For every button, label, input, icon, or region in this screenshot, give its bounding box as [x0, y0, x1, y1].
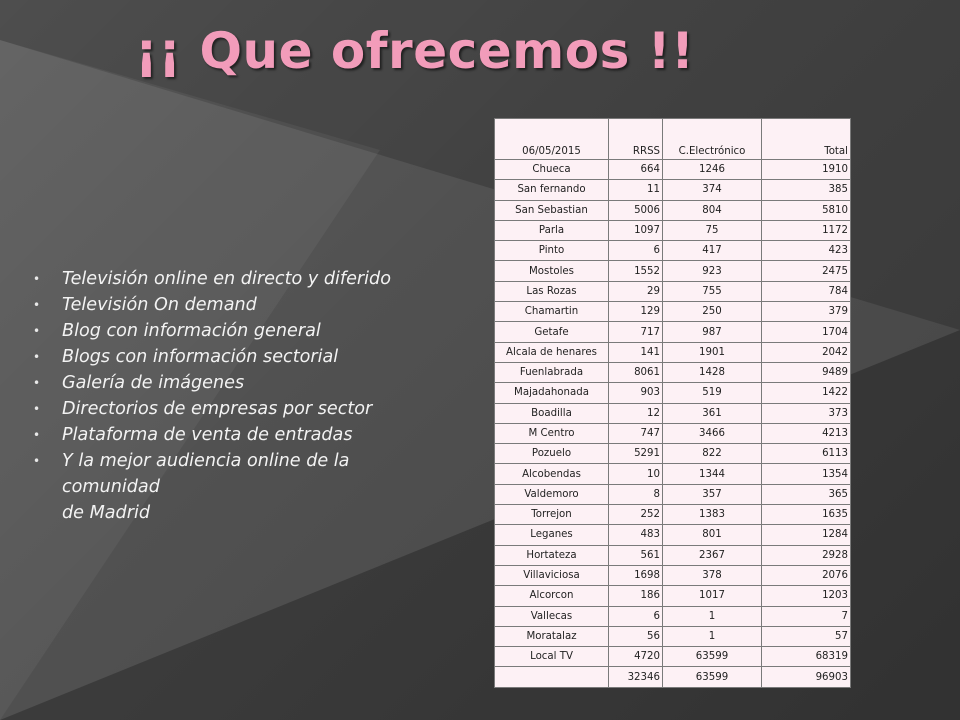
cell-rrss: 141	[609, 342, 663, 362]
audience-table-container	[494, 118, 851, 688]
cell-email: 923	[663, 261, 762, 281]
cell-email: 250	[663, 302, 762, 322]
cell-rrss: 561	[609, 545, 663, 565]
table-row	[495, 362, 851, 382]
feature-item: • Galería de imágenes	[30, 370, 480, 396]
cell-email: 804	[663, 200, 762, 220]
table-row	[495, 423, 851, 443]
table-row	[495, 241, 851, 261]
cell-total: 1635	[762, 505, 851, 525]
cell-rrss: 29	[609, 281, 663, 301]
cell-location: Local TV	[495, 647, 609, 667]
header-email: C.Electrónico	[663, 119, 762, 160]
cell-total: 2042	[762, 342, 851, 362]
cell-total: 6113	[762, 444, 851, 464]
cell-rrss: 717	[609, 322, 663, 342]
cell-location	[495, 667, 609, 687]
cell-location: San fernando	[495, 180, 609, 200]
cell-email: 357	[663, 484, 762, 504]
table-row	[495, 342, 851, 362]
cell-email: 1017	[663, 586, 762, 606]
cell-location: Pinto	[495, 241, 609, 261]
bullet-icon: •	[33, 376, 41, 390]
cell-total: 7	[762, 606, 851, 626]
cell-rrss: 747	[609, 423, 663, 443]
feature-item: • Y la mejor audiencia online de la	[30, 448, 480, 474]
cell-total: 57	[762, 626, 851, 646]
cell-total: 1354	[762, 464, 851, 484]
bullet-icon: •	[33, 298, 41, 312]
cell-location: Chueca	[495, 160, 609, 180]
cell-total: 96903	[762, 667, 851, 687]
table-row	[495, 261, 851, 281]
cell-location: Valdemoro	[495, 484, 609, 504]
cell-total: 365	[762, 484, 851, 504]
bullet-icon: •	[33, 272, 41, 286]
table-row	[495, 281, 851, 301]
cell-email: 75	[663, 220, 762, 240]
cell-rrss: 252	[609, 505, 663, 525]
feature-item: • Directorios de empresas por sector	[30, 396, 480, 422]
cell-location: M Centro	[495, 423, 609, 443]
table-row	[495, 647, 851, 667]
cell-location: Chamartin	[495, 302, 609, 322]
cell-location: Mostoles	[495, 261, 609, 281]
cell-rrss: 1552	[609, 261, 663, 281]
cell-rrss: 8061	[609, 362, 663, 382]
table-row	[495, 626, 851, 646]
cell-location: Getafe	[495, 322, 609, 342]
cell-location: Villaviciosa	[495, 565, 609, 585]
cell-total: 2475	[762, 261, 851, 281]
cell-rrss: 8	[609, 484, 663, 504]
feature-item: • Televisión online en directo y diferido	[30, 266, 480, 292]
cell-total: 9489	[762, 362, 851, 382]
cell-rrss: 5291	[609, 444, 663, 464]
cell-total: 2928	[762, 545, 851, 565]
table-header-row	[495, 119, 851, 160]
feature-list	[30, 266, 480, 526]
table-row	[495, 525, 851, 545]
cell-total: 68319	[762, 647, 851, 667]
cell-location: Torrejon	[495, 505, 609, 525]
cell-rrss: 10	[609, 464, 663, 484]
table-row	[495, 565, 851, 585]
table-row	[495, 484, 851, 504]
cell-email: 361	[663, 403, 762, 423]
cell-email: 987	[663, 322, 762, 342]
cell-location: Alcobendas	[495, 464, 609, 484]
cell-total: 1203	[762, 586, 851, 606]
table-row	[495, 302, 851, 322]
table-row	[495, 383, 851, 403]
cell-email: 417	[663, 241, 762, 261]
feature-item: • Plataforma de venta de entradas	[30, 422, 480, 448]
cell-email: 822	[663, 444, 762, 464]
cell-email: 1	[663, 606, 762, 626]
audience-table-body	[495, 119, 851, 688]
table-row	[495, 444, 851, 464]
cell-email: 801	[663, 525, 762, 545]
table-row	[495, 160, 851, 180]
cell-location: Boadilla	[495, 403, 609, 423]
cell-email: 1344	[663, 464, 762, 484]
cell-rrss: 5006	[609, 200, 663, 220]
cell-location: Vallecas	[495, 606, 609, 626]
cell-location: Fuenlabrada	[495, 362, 609, 382]
table-row	[495, 545, 851, 565]
cell-total: 1704	[762, 322, 851, 342]
cell-email: 378	[663, 565, 762, 585]
cell-rrss: 11	[609, 180, 663, 200]
cell-total: 1284	[762, 525, 851, 545]
table-row	[495, 667, 851, 687]
cell-total: 385	[762, 180, 851, 200]
cell-email: 1428	[663, 362, 762, 382]
cell-location: Alcala de henares	[495, 342, 609, 362]
header-total: Total	[762, 119, 851, 160]
table-row	[495, 505, 851, 525]
table-row	[495, 586, 851, 606]
cell-total: 1422	[762, 383, 851, 403]
cell-email: 2367	[663, 545, 762, 565]
table-row	[495, 180, 851, 200]
cell-total: 2076	[762, 565, 851, 585]
cell-rrss: 6	[609, 606, 663, 626]
slide-title: ¡¡ Que ofrecemos !!	[135, 22, 695, 80]
cell-location: Majadahonada	[495, 383, 609, 403]
cell-total: 1910	[762, 160, 851, 180]
feature-item: • Blog con información general	[30, 318, 480, 344]
cell-email: 374	[663, 180, 762, 200]
cell-rrss: 6	[609, 241, 663, 261]
cell-rrss: 4720	[609, 647, 663, 667]
cell-email: 519	[663, 383, 762, 403]
audience-table	[494, 118, 851, 688]
cell-location: Las Rozas	[495, 281, 609, 301]
cell-location: Pozuelo	[495, 444, 609, 464]
bullet-icon: •	[33, 350, 41, 364]
cell-email: 3466	[663, 423, 762, 443]
cell-total: 4213	[762, 423, 851, 443]
cell-email: 1	[663, 626, 762, 646]
cell-rrss: 186	[609, 586, 663, 606]
cell-total: 373	[762, 403, 851, 423]
cell-rrss: 1698	[609, 565, 663, 585]
cell-rrss: 12	[609, 403, 663, 423]
cell-total: 784	[762, 281, 851, 301]
cell-rrss: 129	[609, 302, 663, 322]
table-row	[495, 220, 851, 240]
cell-email: 1246	[663, 160, 762, 180]
header-rrss: RRSS	[609, 119, 663, 160]
cell-total: 5810	[762, 200, 851, 220]
cell-rrss: 1097	[609, 220, 663, 240]
cell-rrss: 903	[609, 383, 663, 403]
table-row	[495, 322, 851, 342]
cell-location: Alcorcon	[495, 586, 609, 606]
feature-item-continuation: de Madrid	[62, 503, 151, 523]
cell-total: 423	[762, 241, 851, 261]
cell-rrss: 56	[609, 626, 663, 646]
feature-item: • Blogs con información sectorial	[30, 344, 480, 370]
cell-location: Hortateza	[495, 545, 609, 565]
cell-rrss: 664	[609, 160, 663, 180]
cell-location: San Sebastian	[495, 200, 609, 220]
table-row	[495, 403, 851, 423]
bullet-icon: •	[33, 324, 41, 338]
cell-email: 1383	[663, 505, 762, 525]
cell-email: 63599	[663, 647, 762, 667]
cell-total: 379	[762, 302, 851, 322]
table-row	[495, 606, 851, 626]
cell-location: Moratalaz	[495, 626, 609, 646]
cell-total: 1172	[762, 220, 851, 240]
cell-rrss: 483	[609, 525, 663, 545]
cell-location: Parla	[495, 220, 609, 240]
feature-item: • Televisión On demand	[30, 292, 480, 318]
bullet-icon: •	[33, 454, 41, 468]
cell-email: 63599	[663, 667, 762, 687]
cell-email: 755	[663, 281, 762, 301]
cell-email: 1901	[663, 342, 762, 362]
table-row	[495, 200, 851, 220]
cell-location: Leganes	[495, 525, 609, 545]
bullet-icon: •	[33, 402, 41, 416]
header-date: 06/05/2015	[495, 119, 609, 160]
bullet-icon: •	[33, 428, 41, 442]
table-row	[495, 464, 851, 484]
cell-rrss: 32346	[609, 667, 663, 687]
feature-item-continuation: comunidad	[62, 477, 160, 497]
